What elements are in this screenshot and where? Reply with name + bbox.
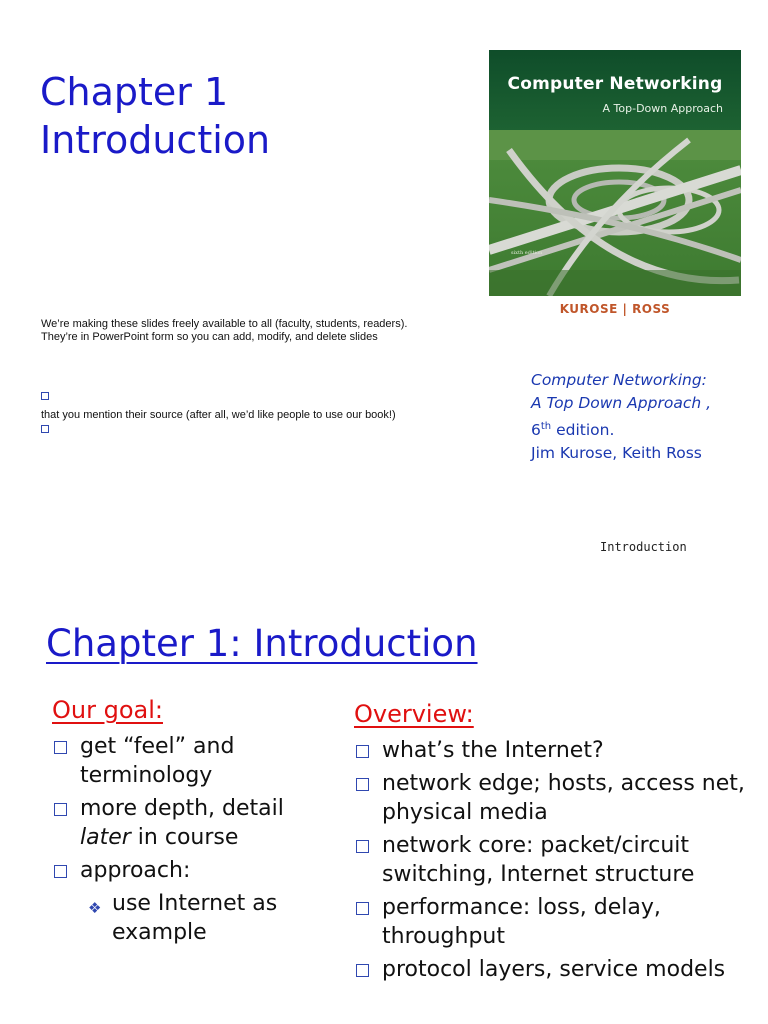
notice-line-3: that you mention their source (after all, we’d like people to use our book!) — [41, 409, 396, 421]
list-item — [354, 955, 764, 984]
overview-item-text: network core: packet/circuit switching, Internet structure — [382, 833, 695, 887]
checkbox-bullet-icon — [54, 865, 67, 878]
chapter-title-line1: Chapter 1 — [40, 70, 229, 114]
reference-edition-suffix: th — [540, 421, 552, 432]
book-cover-subtitle: A Top-Down Approach — [602, 102, 723, 115]
overview-list — [354, 736, 764, 988]
list-item — [52, 732, 322, 790]
list-item — [354, 736, 764, 765]
notice-line-1: We’re making these slides freely available to all (faculty, students, readers). — [41, 318, 408, 330]
book-reference — [531, 369, 711, 465]
overview-item-text: what’s the Internet? — [382, 738, 604, 763]
list-item — [354, 831, 764, 889]
overview-item-text: protocol layers, service models — [382, 957, 726, 982]
book-cover-title: Computer Networking — [507, 74, 723, 94]
checkbox-bullet-icon — [54, 741, 67, 754]
reference-line-2: A Top Down Approach , — [531, 394, 712, 412]
book-cover-footer — [489, 296, 741, 322]
book-authors: KUROSE | ROSS — [559, 302, 671, 316]
goal-item-italic: later — [80, 825, 131, 850]
reference-edition-text: edition. — [551, 421, 615, 440]
list-item — [354, 769, 764, 827]
goal-item-text: more depth, detail — [80, 796, 284, 821]
checkbox-bullet-icon — [356, 964, 369, 977]
reference-line-1: Computer Networking: — [531, 371, 707, 389]
goal-item-text: approach: — [80, 858, 191, 883]
list-item — [52, 856, 322, 885]
list-item — [52, 794, 322, 852]
notice-bullet-2 — [41, 424, 49, 437]
slide-title: Chapter 1: Introduction — [46, 622, 478, 665]
checkbox-bullet-icon — [54, 803, 67, 816]
chapter-title — [40, 68, 270, 164]
chapter-title-line2: Introduction — [40, 118, 271, 162]
diamond-bullet-icon: ❖ — [88, 899, 102, 917]
reference-line-4: Jim Kurose, Keith Ross — [531, 444, 702, 463]
goal-item-text-end: in course — [130, 825, 239, 850]
overview-heading: Overview: — [354, 700, 474, 728]
highway-interchange-photo — [489, 130, 741, 296]
checkbox-bullet-icon — [356, 902, 369, 915]
overview-item-text: network edge; hosts, access net, physical media — [382, 771, 745, 825]
goal-heading: Our goal: — [52, 696, 163, 724]
square-bullet-icon — [41, 392, 49, 400]
notice-bullet-1 — [41, 391, 49, 404]
reference-edition-number: 6 — [531, 421, 541, 440]
checkbox-bullet-icon — [356, 840, 369, 853]
goal-item-text: get “feel” and terminology — [80, 734, 235, 788]
square-bullet-icon — [41, 425, 49, 433]
goal-subitem-text: use Internet as example — [112, 891, 278, 945]
reference-line-3 — [531, 415, 711, 442]
book-cover-image — [489, 50, 741, 322]
checkbox-bullet-icon — [356, 778, 369, 791]
list-subitem — [52, 889, 322, 947]
slide-footer: Introduction — [600, 540, 687, 554]
book-edition-label: sixth edition — [511, 250, 543, 256]
list-item — [354, 893, 764, 951]
notice-line-2: They’re in PowerPoint form so you can add, modify, and delete slides — [41, 331, 378, 343]
slide-2 — [0, 590, 768, 1024]
goal-list — [52, 732, 322, 951]
overview-item-text: performance: loss, delay, throughput — [382, 895, 661, 949]
checkbox-bullet-icon — [356, 745, 369, 758]
